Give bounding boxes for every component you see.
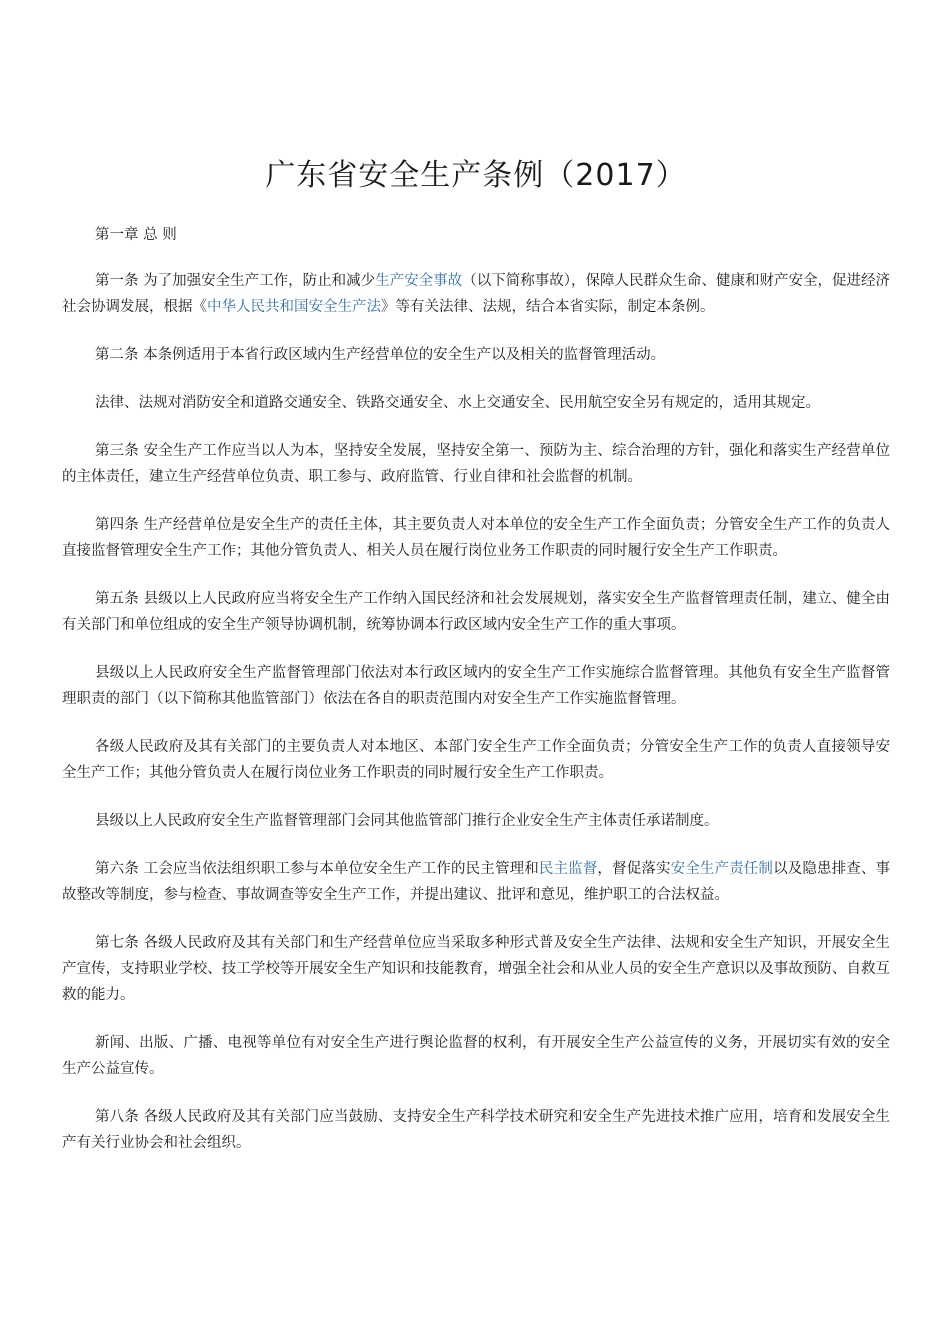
article-1-text-c: 》等有关法律、法规，结合本省实际，制定本条例。 [381, 299, 715, 315]
link-work-safety-law[interactable]: 中华人民共和国安全生产法 [207, 299, 381, 315]
article-5-paragraph-2: 县级以上人民政府安全生产监督管理部门依法对本行政区域内的安全生产工作实施综合监督管理。其他负有安全生产监督管理职责的部门（以下简称其他监管部门）依法在各自的职责范围内对安全生产工作实施监督管理。 [62, 665, 890, 707]
article-6 [62, 856, 890, 908]
article-5: 第五条 县级以上人民政府应当将安全生产工作纳入国民经济和社会发展规划，落实安全生产监督管理责任制，建立、健全由有关部门和单位组成的安全生产领导协调机制，统筹协调本行政区域内安全生产工作的重大事项。 [62, 591, 890, 633]
article-8: 第八条 各级人民政府及其有关部门应当鼓励、支持安全生产科学技术研究和安全生产先进技术推广应用，培育和发展安全生产有关行业协会和社会组织。 [62, 1109, 890, 1151]
article-1-text-b: （以下简称事故），保障人民群众生命、健康和财产安全，促进经济社会协调发展，根据《 [62, 273, 891, 315]
article-4: 第四条 生产经营单位是安全生产的责任主体，其主要负责人对本单位的安全生产工作全面负责；分管安全生产工作的负责人直接监督管理安全生产工作；其他分管负责人、相关人员在履行岗位业务工作职责的同时履行安全生产工作职责。 [62, 517, 890, 559]
link-safety-responsibility-system[interactable]: 安全生产责任制 [670, 861, 774, 877]
article-7-paragraph-2: 新闻、出版、广播、电视等单位有对安全生产进行舆论监督的权利，有开展安全生产公益宣传的义务，开展切实有效的安全生产公益宣传。 [62, 1035, 890, 1077]
article-2-paragraph-2: 法律、法规对消防安全和道路交通安全、铁路交通安全、水上交通安全、民用航空安全另有规定的，适用其规定。 [95, 395, 820, 411]
link-production-safety-accident[interactable]: 生产安全事故 [375, 273, 463, 289]
article-6-text-c: 以及隐患排查、事故整改等制度，参与检查、事故调查等安全生产工作，并提出建议、批评和意见，维护职工的合法权益。 [62, 861, 891, 903]
article-5-paragraph-3: 各级人民政府及其有关部门的主要负责人对本地区、本部门安全生产工作全面负责；分管安全生产工作的负责人直接领导安全生产工作；其他分管负责人在履行岗位业务工作职责的同时履行安全生产工作职责。 [62, 739, 890, 781]
document-title: 广东省安全生产条例（2017） [265, 158, 687, 193]
article-5-paragraph-4: 县级以上人民政府安全生产监督管理部门会同其他监管部门推行企业安全生产主体责任承诺制度。 [95, 813, 719, 829]
article-7: 第七条 各级人民政府及其有关部门和生产经营单位应当采取多种形式普及安全生产法律、法规和安全生产知识，开展安全生产宣传，支持职业学校、技工学校等开展安全生产知识和技能教育，增强全社会和从业人员的安全生产意识以及事故预防、自救互救的能力。 [62, 935, 890, 1003]
article-3: 第三条 安全生产工作应当以人为本，坚持安全发展，坚持安全第一、预防为主、综合治理的方针，强化和落实生产经营单位的主体责任，建立生产经营单位负责、职工参与、政府监管、行业自律和社会监督的机制。 [62, 443, 890, 485]
article-1-text-a: 第一条 为了加强安全生产工作，防止和减少 [95, 273, 376, 289]
article-2: 第二条 本条例适用于本省行政区域内生产经营单位的安全生产以及相关的监督管理活动。 [95, 347, 666, 363]
article-1 [62, 268, 890, 320]
chapter-heading: 第一章 总 则 [95, 227, 177, 243]
document-body [62, 222, 890, 1178]
article-6-text-a: 第六条 工会应当依法组织职工参与本单位安全生产工作的民主管理和 [95, 861, 539, 877]
link-democratic-supervision[interactable]: 民主监督 [538, 861, 598, 877]
article-6-text-b: ，督促落实 [597, 861, 671, 877]
